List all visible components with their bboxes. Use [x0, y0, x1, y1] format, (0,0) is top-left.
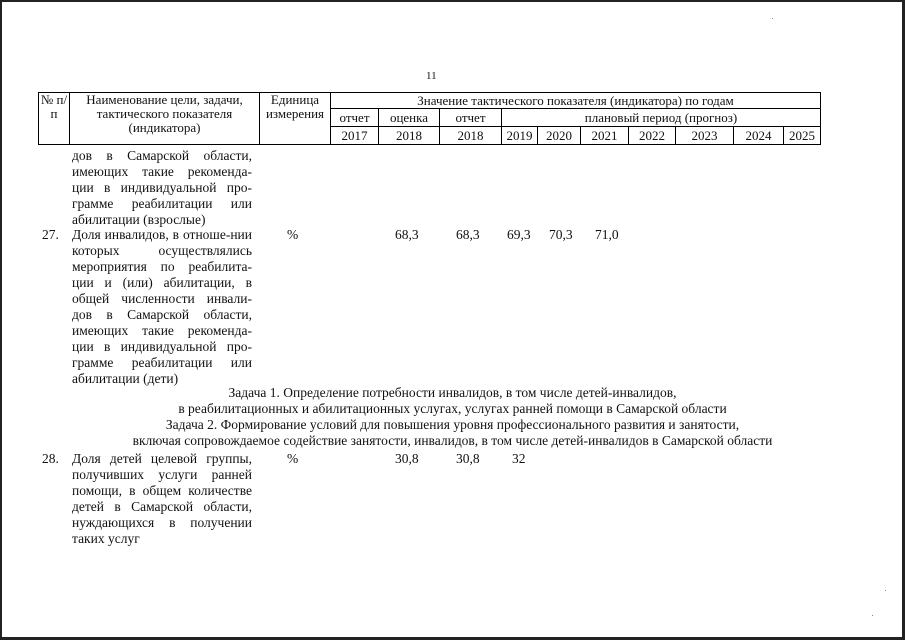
row27-value-2018-report: 68,3 — [456, 227, 480, 242]
row27-value-2018-estimate: 68,3 — [395, 227, 419, 242]
header-sub-report-2018: отчет — [440, 109, 502, 127]
row28-name: Доля детей целевой группы, получивших услуги ранней помощи, в общем количестве детей в Самарской области, нуждающихся в получении таких услуг — [72, 451, 252, 546]
header-year: 2022 — [629, 127, 676, 145]
task1-line1: Задача 1. Определение потребности инвалидов, в том числе детей-инвалидов, — [228, 385, 677, 400]
header-year: 2025 — [784, 127, 821, 145]
row27-value-2021: 71,0 — [595, 227, 619, 242]
task2-line2: включая сопровождаемое содействие занятости, инвалидов, в том числе детей-инвалидов в Самарской области — [132, 433, 773, 448]
header-year: 2018 — [379, 127, 440, 145]
header-sub-estimate-2018: оценка — [379, 109, 440, 127]
task2-line1: Задача 2. Формирование условий для повышения уровня профессионального развития и занятости, — [165, 417, 740, 432]
scan-speck — [872, 615, 873, 616]
header-year: 2020 — [538, 127, 581, 145]
header-year: 2018 — [440, 127, 502, 145]
continuation-text: дов в Самарской области, имеющих такие рекоменда-ции в индивидуальной про-грамме реабилитации или абилитации (взрослые) — [72, 148, 252, 227]
row28-value-2018-report: 30,8 — [456, 451, 480, 466]
task1-line2: в реабилитационных и абилитационных услугах, услугах ранней помощи в Самарской области — [178, 401, 727, 416]
page-number: 11 — [426, 70, 437, 82]
page-border-left — [0, 0, 2, 640]
page-border-top — [0, 0, 905, 2]
header-sub-plan: плановый период (прогноз) — [502, 109, 821, 127]
scan-speck — [885, 590, 886, 591]
header-year: 2017 — [331, 127, 379, 145]
row27-name: Доля инвалидов, в отноше-нии которых осуществлялись мероприятия по реабилита-ции и (или) абилитации, в общей численности инвали-дов в Самарской области, имеющих такие рекоменда-ции в индивидуальной про-грамме реабилитации или абилитации (дети) — [72, 227, 252, 386]
row27-unit: % — [287, 227, 299, 242]
row28-number: 28. — [42, 451, 59, 466]
header-year: 2021 — [581, 127, 629, 145]
header-year: 2019 — [502, 127, 538, 145]
header-year: 2023 — [676, 127, 734, 145]
row27-number: 27. — [42, 227, 59, 242]
header-col-values: Значение тактического показателя (индикатора) по годам — [331, 93, 821, 109]
row27-value-2019: 69,3 — [507, 227, 531, 242]
row27-value-2020: 70,3 — [549, 227, 573, 242]
scan-speck — [772, 18, 773, 19]
row28-value-2018-estimate: 30,8 — [395, 451, 419, 466]
row28-value-2019: 32 — [512, 451, 526, 466]
table-header — [38, 92, 821, 145]
header-year: 2024 — [734, 127, 784, 145]
row28-unit: % — [287, 451, 299, 466]
header-sub-report-2017: отчет — [331, 109, 379, 127]
header-col-unit: Единица измерения — [260, 93, 331, 145]
header-col-number: № п/п — [39, 93, 70, 145]
header-col-name: Наименование цели, задачи, тактического показателя (индикатора) — [70, 93, 260, 145]
